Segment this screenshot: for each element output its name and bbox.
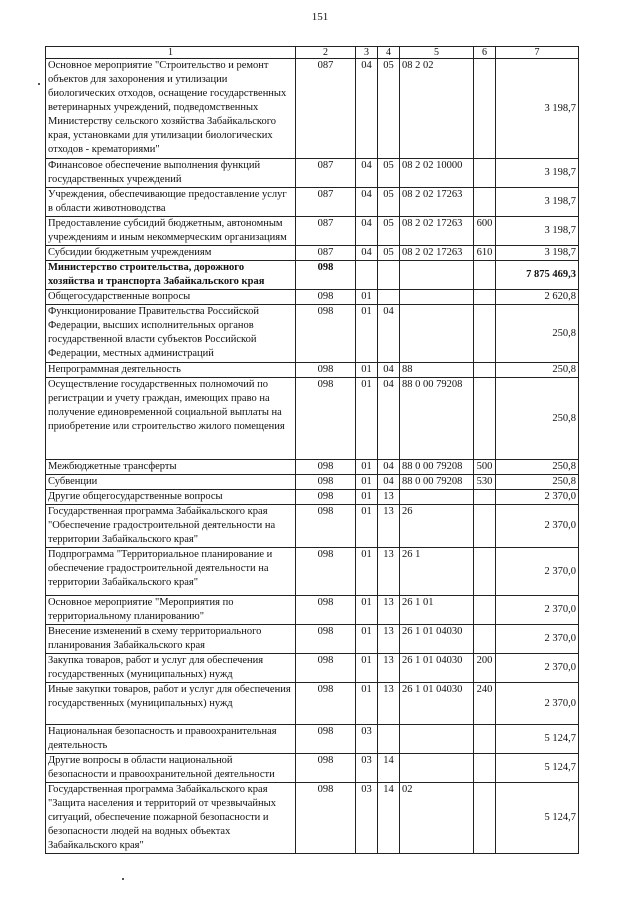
row-section [356, 261, 378, 290]
row-name: Иные закупки товаров, работ и услуг для обеспечения государственных (муниципальных) нужд [46, 683, 296, 725]
row-subsection: 14 [378, 754, 400, 783]
row-code: 098 [296, 783, 356, 854]
row-subsection: 13 [378, 548, 400, 596]
row-expense [474, 363, 496, 378]
table-row [46, 725, 579, 754]
row-target: 08 2 02 17263 [400, 246, 474, 261]
row-expense [474, 188, 496, 217]
row-code: 098 [296, 754, 356, 783]
row-code: 098 [296, 378, 356, 460]
row-target: 88 0 00 79208 [400, 378, 474, 460]
row-name: Национальная безопасность и правоохранительная деятельность [46, 725, 296, 754]
row-target: 88 0 00 79208 [400, 475, 474, 490]
row-section: 04 [356, 59, 378, 159]
row-subsection: 14 [378, 783, 400, 854]
row-subsection: 04 [378, 475, 400, 490]
row-amount: 2 370,0 [496, 548, 579, 596]
row-expense [474, 754, 496, 783]
row-expense: 610 [474, 246, 496, 261]
table-row [46, 261, 579, 290]
table-row [46, 290, 579, 305]
row-section: 01 [356, 654, 378, 683]
row-section: 03 [356, 754, 378, 783]
row-section: 04 [356, 217, 378, 246]
row-code: 087 [296, 246, 356, 261]
row-target: 26 [400, 505, 474, 548]
table-row [46, 159, 579, 188]
row-amount: 2 370,0 [496, 625, 579, 654]
row-target: 26 1 01 04030 [400, 625, 474, 654]
row-code: 098 [296, 305, 356, 363]
row-section: 01 [356, 475, 378, 490]
row-code: 098 [296, 490, 356, 505]
row-subsection: 13 [378, 596, 400, 625]
header-col-code: 2 [296, 47, 356, 59]
scan-mark [38, 83, 40, 85]
row-target [400, 725, 474, 754]
row-amount: 3 198,7 [496, 188, 579, 217]
row-subsection: 13 [378, 625, 400, 654]
row-name: Другие вопросы в области национальной безопасности и правоохранительной деятельности [46, 754, 296, 783]
row-code: 098 [296, 725, 356, 754]
row-subsection: 05 [378, 188, 400, 217]
row-amount: 250,8 [496, 363, 579, 378]
row-subsection: 05 [378, 159, 400, 188]
row-expense [474, 59, 496, 159]
row-section: 04 [356, 188, 378, 217]
row-name: Субсидии бюджетным учреждениям [46, 246, 296, 261]
row-section: 01 [356, 490, 378, 505]
table-row [46, 505, 579, 548]
row-code: 098 [296, 261, 356, 290]
row-name: Функционирование Правительства Российской Федерации, высших исполнительных органов государственной власти субъектов Российской Федерации, местных администраций [46, 305, 296, 363]
row-amount: 250,8 [496, 475, 579, 490]
row-name: Межбюджетные трансферты [46, 460, 296, 475]
row-code: 087 [296, 59, 356, 159]
table-row [46, 490, 579, 505]
row-amount: 2 370,0 [496, 654, 579, 683]
row-amount: 250,8 [496, 305, 579, 363]
row-section: 01 [356, 683, 378, 725]
row-subsection [378, 261, 400, 290]
row-section: 03 [356, 783, 378, 854]
row-section: 01 [356, 625, 378, 654]
row-expense [474, 378, 496, 460]
row-target: 08 2 02 10000 [400, 159, 474, 188]
row-amount: 3 198,7 [496, 59, 579, 159]
table-row [46, 548, 579, 596]
row-name: Предоставление субсидий бюджетным, автономным учреждениям и иным некоммерческим организациям [46, 217, 296, 246]
row-name: Внесение изменений в схему территориального планирования Забайкальского края [46, 625, 296, 654]
scan-mark [122, 878, 124, 880]
row-name: Непрограммная деятельность [46, 363, 296, 378]
row-expense: 240 [474, 683, 496, 725]
row-amount: 3 198,7 [496, 159, 579, 188]
table-row [46, 217, 579, 246]
row-section: 01 [356, 460, 378, 475]
row-subsection: 04 [378, 460, 400, 475]
row-expense: 530 [474, 475, 496, 490]
row-code: 098 [296, 460, 356, 475]
row-section: 01 [356, 596, 378, 625]
row-target: 26 1 01 04030 [400, 683, 474, 725]
row-section: 01 [356, 363, 378, 378]
row-amount: 5 124,7 [496, 725, 579, 754]
row-expense [474, 725, 496, 754]
row-code: 098 [296, 475, 356, 490]
table-row [46, 363, 579, 378]
row-name: Основное мероприятие "Мероприятия по территориальному планированию" [46, 596, 296, 625]
table-row [46, 683, 579, 725]
header-col-target: 5 [400, 47, 474, 59]
row-name: Учреждения, обеспечивающие предоставление услуг в области животноводства [46, 188, 296, 217]
table-row [46, 59, 579, 159]
table-row [46, 625, 579, 654]
row-amount: 5 124,7 [496, 783, 579, 854]
row-expense [474, 261, 496, 290]
row-name: Подпрограмма "Территориальное планирование и обеспечение градостроительной деятельности на территории Забайкальского края" [46, 548, 296, 596]
row-amount: 2 370,0 [496, 683, 579, 725]
row-expense [474, 596, 496, 625]
row-subsection: 04 [378, 378, 400, 460]
row-target: 08 2 02 [400, 59, 474, 159]
row-amount: 3 198,7 [496, 246, 579, 261]
row-section: 01 [356, 290, 378, 305]
row-target: 26 1 01 [400, 596, 474, 625]
budget-table [45, 46, 579, 854]
row-amount: 250,8 [496, 378, 579, 460]
row-subsection: 04 [378, 363, 400, 378]
row-amount: 250,8 [496, 460, 579, 475]
row-target [400, 261, 474, 290]
row-section: 01 [356, 378, 378, 460]
row-amount: 2 370,0 [496, 490, 579, 505]
row-subsection: 04 [378, 305, 400, 363]
table-row [46, 460, 579, 475]
row-subsection [378, 290, 400, 305]
row-target [400, 305, 474, 363]
row-name: Закупка товаров, работ и услуг для обеспечения государственных (муниципальных) нужд [46, 654, 296, 683]
row-code: 098 [296, 654, 356, 683]
row-target [400, 290, 474, 305]
row-amount: 5 124,7 [496, 754, 579, 783]
row-target: 02 [400, 783, 474, 854]
table-row [46, 475, 579, 490]
row-target [400, 490, 474, 505]
row-section: 04 [356, 246, 378, 261]
row-code: 098 [296, 548, 356, 596]
row-amount: 2 620,8 [496, 290, 579, 305]
row-expense [474, 548, 496, 596]
table-row [46, 654, 579, 683]
row-section: 04 [356, 159, 378, 188]
table-row [46, 305, 579, 363]
row-section: 01 [356, 305, 378, 363]
row-target: 26 1 [400, 548, 474, 596]
row-section: 03 [356, 725, 378, 754]
table-row [46, 378, 579, 460]
row-code: 098 [296, 505, 356, 548]
row-amount: 2 370,0 [496, 505, 579, 548]
row-name: Министерство строительства, дорожного хозяйства и транспорта Забайкальского края [46, 261, 296, 290]
page-number: 151 [311, 11, 329, 23]
header-col-amount: 7 [496, 47, 579, 59]
table-row [46, 754, 579, 783]
row-subsection: 13 [378, 683, 400, 725]
row-name: Государственная программа Забайкальского края "Обеспечение градостроительной деятельности на территории Забайкальского края" [46, 505, 296, 548]
table-row [46, 246, 579, 261]
table-header-row [46, 47, 579, 59]
row-name: Государственная программа Забайкальского края "Защита населения и территорий от чрезвычайных ситуаций, обеспечение пожарной безопасности и безопасности людей на водных объектах Забайкальского края" [46, 783, 296, 854]
row-expense [474, 783, 496, 854]
row-expense [474, 159, 496, 188]
row-code: 087 [296, 159, 356, 188]
row-code: 087 [296, 188, 356, 217]
row-subsection: 13 [378, 505, 400, 548]
row-expense: 200 [474, 654, 496, 683]
row-section: 01 [356, 505, 378, 548]
row-expense [474, 490, 496, 505]
table-row [46, 783, 579, 854]
row-subsection: 13 [378, 654, 400, 683]
row-target: 88 [400, 363, 474, 378]
row-expense [474, 305, 496, 363]
row-name: Общегосударственные вопросы [46, 290, 296, 305]
table-row [46, 596, 579, 625]
row-expense [474, 625, 496, 654]
row-code: 098 [296, 363, 356, 378]
row-subsection [378, 725, 400, 754]
row-amount: 2 370,0 [496, 596, 579, 625]
row-name: Основное мероприятие "Строительство и ремонт объектов для захоронения и утилизации биологических отходов, оснащение государственных ветеринарных учреждений, подведомственных Министерству сельского хозяйства Забайкальского края, установками для утилизации биологических отходов - крематориями" [46, 59, 296, 159]
row-subsection: 05 [378, 59, 400, 159]
header-col-name: 1 [46, 47, 296, 59]
row-amount: 7 875 469,3 [496, 261, 579, 290]
row-name: Осуществление государственных полномочий по регистрации и учету граждан, имеющих право на получение единовременной социальной выплаты на приобретение или строительство жилого помещения [46, 378, 296, 460]
row-code: 098 [296, 596, 356, 625]
row-amount: 3 198,7 [496, 217, 579, 246]
row-expense [474, 505, 496, 548]
header-col-expense: 6 [474, 47, 496, 59]
row-target: 88 0 00 79208 [400, 460, 474, 475]
row-target: 08 2 02 17263 [400, 217, 474, 246]
row-code: 098 [296, 625, 356, 654]
row-code: 087 [296, 217, 356, 246]
row-expense: 500 [474, 460, 496, 475]
row-name: Субвенции [46, 475, 296, 490]
row-subsection: 13 [378, 490, 400, 505]
row-target: 08 2 02 17263 [400, 188, 474, 217]
row-code: 098 [296, 290, 356, 305]
row-subsection: 05 [378, 246, 400, 261]
row-subsection: 05 [378, 217, 400, 246]
header-col-section: 3 [356, 47, 378, 59]
header-col-subsection: 4 [378, 47, 400, 59]
row-name: Финансовое обеспечение выполнения функций государственных учреждений [46, 159, 296, 188]
row-target [400, 754, 474, 783]
row-section: 01 [356, 548, 378, 596]
row-name: Другие общегосударственные вопросы [46, 490, 296, 505]
row-code: 098 [296, 683, 356, 725]
row-target: 26 1 01 04030 [400, 654, 474, 683]
row-expense [474, 290, 496, 305]
row-expense: 600 [474, 217, 496, 246]
table-row [46, 188, 579, 217]
